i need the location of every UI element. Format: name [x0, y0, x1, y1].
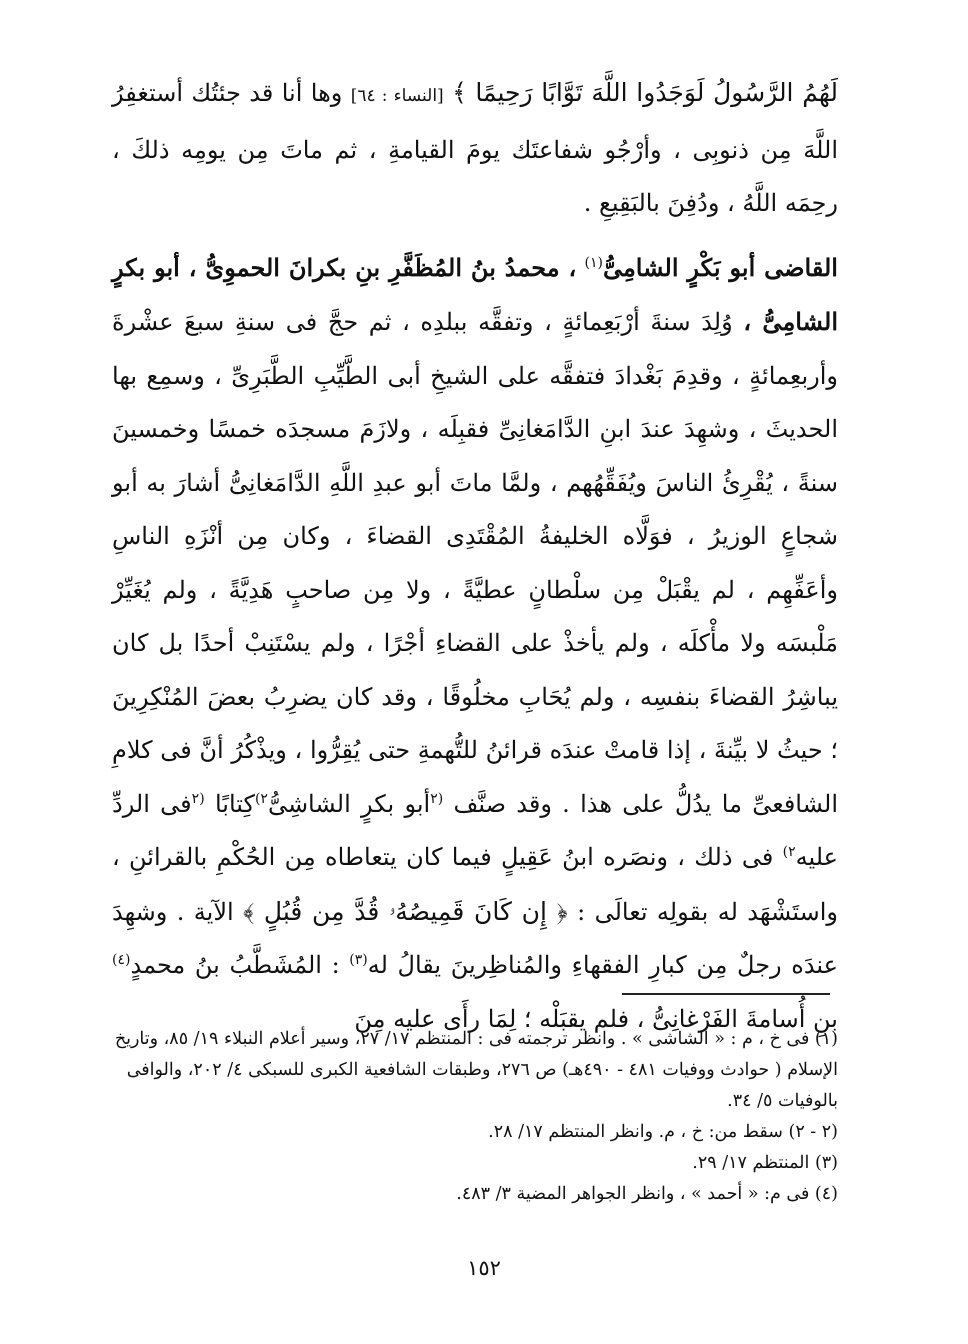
footnote-marker-2-open: (٢ [430, 790, 444, 807]
entry-text: بنِ أُسامةَ الفَرْغانِىُّ ، فلم يقبَلْه ؛ لِمَا رأَى عليه مِنَ [354, 1004, 838, 1033]
footnote-marker-1: (١) [584, 254, 603, 271]
footnote-divider [622, 993, 830, 995]
entry-text: : المُشَطَّبُ بنُ محمدٍ [130, 951, 340, 979]
entry-text: وُلِدَ سنةَ أرْبَعِمائةٍ ، وتفقَّه ببلدِه ، ثم حجَّ فى سنةِ سبعَ عشْرةَ وأربعِمائةٍ ، وقدِمَ بَغْدادَ فتفقَّه على الشيخِ أبى الطَّيِّبِ الطَّبَرِىِّ ، وسمِع بها الحديثَ ، وشهِدَ عندَ ابنِ الدَّامَغانِىِّ فقبِلَه ، ولازَمَ مسجدَه خمسًا وخمسينَ سنةً ، يُقْرِئُ الناسَ ويُفَقِّهُهم ، ولمَّا ماتَ أبو عبدِ اللَّهِ الدَّامَغانِىُّ أشارَ به أبو شجاعٍ الوزيرُ ، فوَلَّاه الخليفةُ المُقْتَدِى القضاءَ ، وكان مِن أنْزَهِ الناسِ وأعَفِّهِم ، لم يقْبَلْ مِن سلْطانٍ عطيَّةً ، ولا مِن صاحبٍ هَدِيَّةً ، ولم يُغَيِّرْ مَلْبسَه ولا مأْكلَه ، ولم يأخذْ على القضاءِ أجْرًا ، ولم يسْتَنِبْ أحدًا بل كان يباشِرُ القضاءَ بنفسِه ، ولم يُحَابِ مخلُوقًا ، وقد كان يضرِبُ بعضَ المُنْكِرِينَ ؛ حيثُ لا بيِّنةَ ، إذا قامتْ عندَه قرائنُ للتُّهمةِ حتى يُقِرُّوا ، ويذْكُرُ أنَّ فى كلامِ الشافعىِّ ما يدُلُّ على هذا . وقد صنَّف [112, 308, 839, 818]
footnote-3: (٣) المنتظم ١٧/ ٢٩. [692, 1153, 838, 1173]
entry-text: الآية . وشهِدَ عندَه رجلٌ مِن كبارِ الفقهاءِ والمُناظِرينَ يقالُ له [112, 897, 838, 979]
footnote-marker-2-close: ٢) [254, 790, 268, 807]
quran-reference: [النساء : ٦٤] [350, 86, 444, 106]
entry-text: فى الردِّ عليه [112, 789, 838, 871]
biography-entry [112, 241, 838, 1047]
quran-verse-fragment: لَهُمُ الرَّسُولُ لَوَجَدُوا اللَّهَ تَوَّابًا رَحِيمًا ﴾ [452, 78, 838, 107]
page-number: ١٥٢ [467, 1256, 501, 1280]
entry-text: فى ذلك ، ونصَره ابنُ عَقِيلٍ فيما كان يتعاطاه مِن الحُكْمِ بالقرائنِ ، واستَشْهَد له بقولِه تعالَى : [112, 843, 838, 926]
entry-text: كِتابًا [214, 789, 255, 818]
footnote-marker-3: (٣) [349, 952, 368, 968]
footnote-2: (٢ - ٢) سقط من: خ ، م. وانظر المنتظم ١٧/ ٢٨. [488, 1122, 838, 1142]
footnote-marker-4: (٤) [112, 952, 131, 968]
quran-verse: ﴿ إِن كَانَ قَمِيصُهُۥ قُدَّ مِن قُبُلٍ ﴾ [243, 896, 568, 926]
footnotes-block [112, 1024, 838, 1210]
entry-heading-name: القاضى أبو بَكْرٍ الشامِىُّ [602, 252, 838, 282]
main-text-block [112, 66, 838, 1046]
entry-full-name: ، محمدُ بنُ المُظَفَّرِ بنِ بكرانَ الحموِىُّ ، أبو بكرٍ الشامِىُّ ، [112, 252, 838, 336]
author-name: أبو بكرٍ الشاشِىُّ [267, 789, 431, 818]
footnote-1: (١) فى خ ، م : « الشاشى » . وانظر ترجمته فى : المنتظم ١٧/ ٢٧، وسير أعلام النبلاء ١٩/ ٨٥، وتاريخ الإسلام ( حوادث ووفيات ٤٨١ - ٤٩٠هـ) ص ٢٧٦، وطبقات الشافعية الكبرى للسبكى ٤/ ٢٠٢، والوافى بالوفيات ٥/ ٣٤. [114, 1029, 838, 1111]
footnote-marker-2b-open: (٢ [191, 790, 205, 807]
footnote-4: (٤) فى م: « أحمد » ، وانظر الجواهر المضية ٣/ ٤٨٣. [456, 1184, 838, 1204]
paragraph-continuation [112, 66, 838, 231]
footnote-marker-2b-close: ٢) [782, 844, 796, 860]
paragraph-text: وها أنا قد جئتُك أستغفِرُ اللَّهَ مِن ذنوبِى ، وأرْجُو شفاعتَك يومَ القيامةِ ، ثم ماتَ مِن يومِه ذلكَ ، رحِمَه اللَّهُ ، ودُفِنَ بالبَقِيعِ . [112, 79, 838, 217]
